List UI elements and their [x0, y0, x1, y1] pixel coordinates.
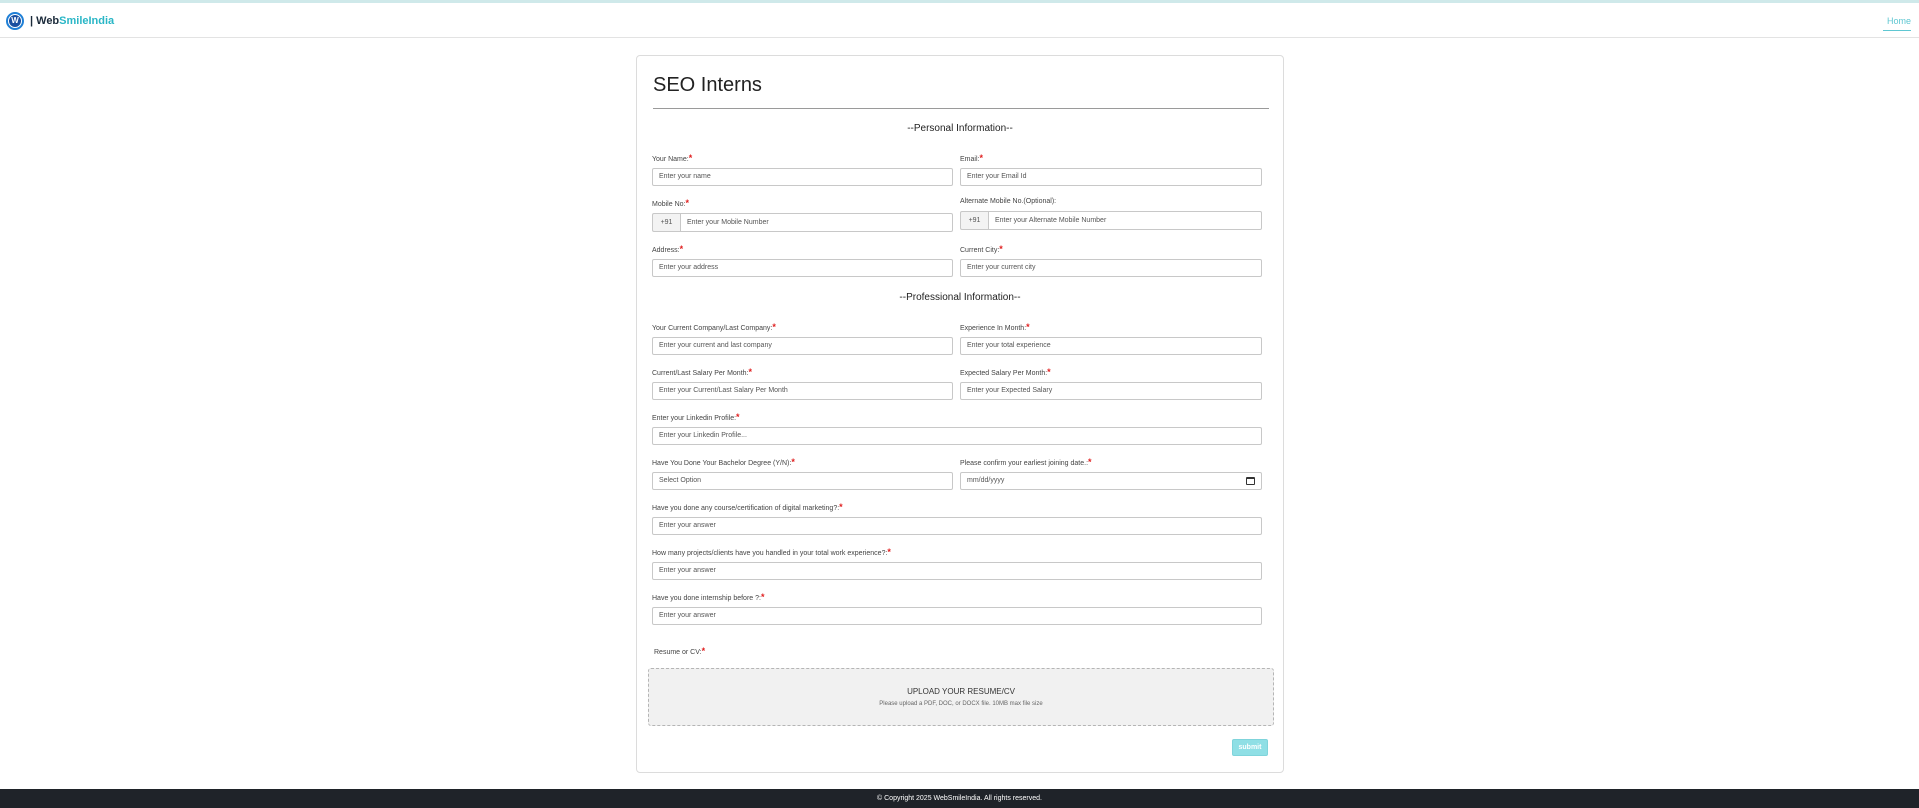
- required-marker: *: [760, 592, 765, 602]
- required-marker: *: [685, 198, 689, 208]
- degree-label-text: Have You Done Your Bachelor Degree (Y/N):: [652, 460, 792, 467]
- course-label-text: Have you done any course/certification of digital marketing?:: [652, 505, 840, 512]
- required-marker: *: [839, 502, 843, 512]
- upload-hint: Please upload a PDF, DOC, or DOCX file. 10MB max file size: [879, 701, 1043, 707]
- company-label-text: Your Current Company/Last Company:: [652, 325, 773, 332]
- title-divider: [653, 108, 1269, 109]
- footer-copyright: © Copyright 2025 WebSmileIndia. All rights reserved.: [0, 789, 1919, 808]
- upload-title: UPLOAD YOUR RESUME/CV: [907, 687, 1015, 696]
- degree-label: [652, 457, 795, 467]
- required-marker: *: [1088, 457, 1092, 467]
- brand-name: [30, 15, 114, 27]
- address-input[interactable]: Enter your address: [652, 259, 953, 277]
- degree-select[interactable]: Select Option: [652, 472, 953, 490]
- resume-label-text: Resume or CV:: [654, 649, 702, 656]
- email-input[interactable]: Enter your Email Id: [960, 168, 1262, 186]
- required-marker: *: [748, 367, 753, 377]
- joining-date-placeholder: mm/dd/yyyy: [967, 477, 1005, 484]
- mobile-country-code: +91: [652, 213, 680, 232]
- salary-label-text: Current/Last Salary Per Month:: [652, 370, 749, 377]
- internship-label: [652, 592, 764, 602]
- name-label-text: Your Name:: [652, 156, 689, 163]
- company-input[interactable]: Enter your current and last company: [652, 337, 953, 355]
- required-marker: *: [1026, 322, 1030, 332]
- logo-icon: [6, 12, 24, 30]
- brand-logo[interactable]: [6, 12, 114, 30]
- calendar-icon[interactable]: [1246, 477, 1255, 485]
- internship-label-text: Have you done internship before ?:: [652, 595, 761, 602]
- name-input[interactable]: Enter your name: [652, 168, 953, 186]
- mobile-input[interactable]: Enter your Mobile Number: [680, 213, 953, 232]
- submit-button[interactable]: submit: [1232, 739, 1268, 756]
- company-label: [652, 322, 776, 332]
- name-label: [652, 153, 692, 163]
- linkedin-label-text: Enter your Linkedin Profile:: [652, 415, 737, 422]
- address-label: [652, 244, 683, 254]
- city-input[interactable]: Enter your current city: [960, 259, 1262, 277]
- experience-input[interactable]: Enter your total experience: [960, 337, 1262, 355]
- projects-input[interactable]: Enter your answer: [652, 562, 1262, 580]
- required-marker: *: [736, 412, 740, 422]
- alt-mobile-input[interactable]: Enter your Alternate Mobile Number: [988, 211, 1262, 230]
- resume-label: [654, 646, 705, 656]
- joining-date-label: [960, 457, 1092, 467]
- email-label: [960, 153, 983, 163]
- mobile-label-text: Mobile No:: [652, 201, 686, 208]
- personal-info-heading: --Personal Information--: [907, 123, 1013, 134]
- required-marker: *: [701, 646, 706, 656]
- required-marker: *: [679, 244, 684, 254]
- projects-label: [652, 547, 891, 557]
- logo-mark-letter: W: [9, 15, 21, 27]
- professional-info-heading: --Professional Information--: [899, 292, 1021, 303]
- expected-salary-input[interactable]: Enter your Expected Salary: [960, 382, 1262, 400]
- course-label: [652, 502, 843, 512]
- mobile-input-group: [652, 213, 953, 232]
- internship-input[interactable]: Enter your answer: [652, 607, 1262, 625]
- mobile-label: [652, 198, 689, 208]
- salary-input[interactable]: Enter your Current/Last Salary Per Month: [652, 382, 953, 400]
- resume-upload-dropzone[interactable]: [648, 668, 1274, 726]
- required-marker: *: [688, 153, 693, 163]
- required-marker: *: [979, 153, 983, 163]
- salary-label: [652, 367, 752, 377]
- joining-date-input[interactable]: [960, 472, 1262, 490]
- brand-name-accent: SmileIndia: [59, 15, 115, 27]
- required-marker: *: [887, 547, 891, 557]
- experience-label: [960, 322, 1030, 332]
- required-marker: *: [791, 457, 795, 467]
- city-label-text: Current City:: [960, 247, 1000, 254]
- expected-salary-label-text: Expected Salary Per Month:: [960, 370, 1048, 377]
- application-form-card: [636, 55, 1284, 773]
- experience-label-text: Experience In Month:: [960, 325, 1027, 332]
- required-marker: *: [999, 244, 1003, 254]
- email-label-text: Email:: [960, 156, 980, 163]
- projects-label-text: How many projects/clients have you handled in your total work experience?:: [652, 550, 888, 557]
- alt-mobile-label: Alternate Mobile No.(Optional):: [960, 198, 1057, 205]
- address-label-text: Address:: [652, 247, 680, 254]
- nav-home-link[interactable]: Home: [1883, 16, 1911, 31]
- alt-mobile-input-group: [960, 211, 1262, 230]
- linkedin-input[interactable]: Enter your Linkedin Profile...: [652, 427, 1262, 445]
- brand-name-prefix: | Web: [30, 15, 60, 27]
- alt-mobile-country-code: +91: [960, 211, 988, 230]
- required-marker: *: [772, 322, 776, 332]
- expected-salary-label: [960, 367, 1051, 377]
- city-label: [960, 244, 1003, 254]
- navbar: [0, 3, 1919, 38]
- linkedin-label: [652, 412, 740, 422]
- page-title: SEO Interns: [653, 74, 762, 96]
- required-marker: *: [1047, 367, 1051, 377]
- course-input[interactable]: Enter your answer: [652, 517, 1262, 535]
- joining-date-label-text: Please confirm your earliest joining date.:: [960, 460, 1089, 467]
